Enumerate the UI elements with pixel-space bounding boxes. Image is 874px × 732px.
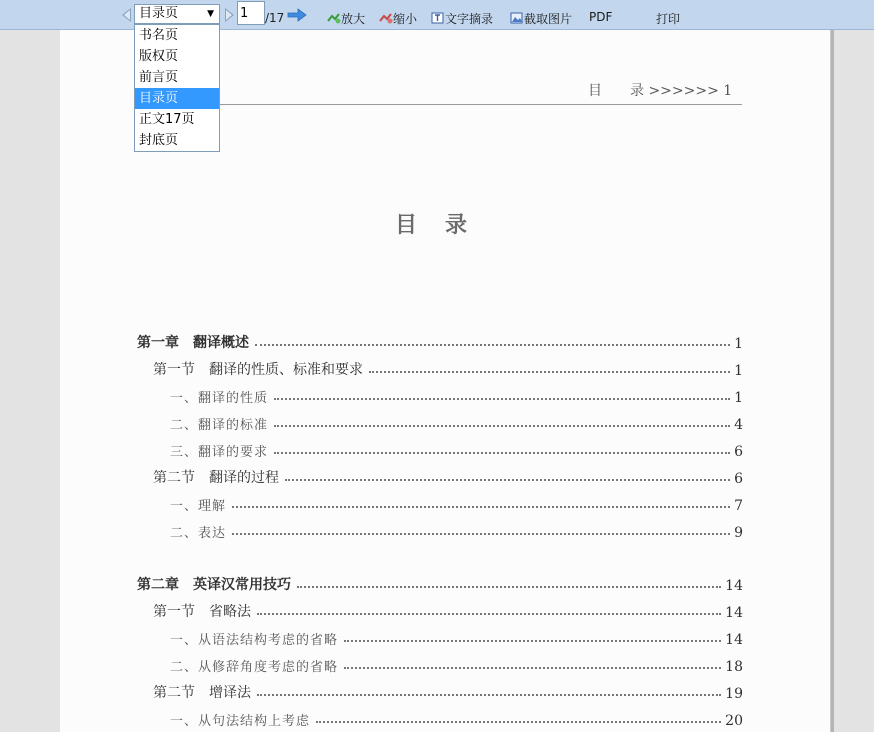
page-select-value: 目录页 bbox=[139, 6, 179, 21]
toc-entry-page: 9 bbox=[734, 525, 743, 541]
toc-entry-label: 一、翻译的性质 bbox=[170, 391, 269, 406]
pdf-button[interactable] bbox=[589, 10, 612, 24]
toc-entry[interactable] bbox=[153, 465, 743, 487]
toc-leader-dots bbox=[255, 344, 730, 346]
toc-entry-label: 三、翻译的要求 bbox=[170, 445, 269, 460]
zoom-in-button[interactable] bbox=[327, 10, 365, 27]
capture-image-label: 截取图片 bbox=[524, 12, 573, 26]
print-label: 打印 bbox=[656, 12, 681, 26]
text-extract-label: 文字摘录 bbox=[445, 12, 494, 26]
toc-entry-page: 6 bbox=[734, 444, 743, 460]
toc-entry[interactable] bbox=[170, 384, 743, 406]
toc-leader-dots bbox=[344, 667, 721, 669]
page-number-input[interactable] bbox=[237, 1, 265, 25]
toc-title: 目录 bbox=[395, 212, 496, 238]
toc-leader-dots bbox=[344, 640, 721, 642]
print-button[interactable] bbox=[656, 10, 680, 27]
page-total: /17 bbox=[265, 11, 285, 25]
page-select-option[interactable]: 目录页 bbox=[135, 88, 219, 109]
zoom-out-label: 缩小 bbox=[393, 12, 418, 26]
toc-entry-label: 第一节 省略法 bbox=[153, 604, 251, 620]
zoom-out-button[interactable] bbox=[379, 10, 417, 27]
chevron-down-icon: ▼ bbox=[207, 9, 214, 19]
reader-toolbar bbox=[0, 0, 874, 30]
toc-entry-page: 14 bbox=[725, 632, 743, 648]
toc-entry-label: 第一章 翻译概述 bbox=[137, 335, 249, 351]
running-head-left: 目 bbox=[588, 83, 602, 99]
toc-entry-label: 第一节 翻译的性质、标准和要求 bbox=[153, 362, 363, 378]
toc-entry[interactable] bbox=[170, 519, 743, 541]
text-extract-icon bbox=[431, 12, 445, 24]
toc-leader-dots bbox=[274, 398, 730, 400]
header-rule bbox=[138, 104, 742, 105]
toc-leader-dots bbox=[257, 694, 721, 696]
toc-leader-dots bbox=[232, 533, 730, 535]
toc-entry-label: 二、从修辞角度考虑的省略 bbox=[170, 660, 339, 675]
toc-entry-label: 第二节 翻译的过程 bbox=[153, 470, 279, 486]
page-select-option[interactable]: 正文17页 bbox=[139, 112, 195, 127]
toc-entry-page: 1 bbox=[734, 363, 743, 379]
toc-entry-label: 一、理解 bbox=[170, 499, 227, 514]
page-select-option[interactable]: 书名页 bbox=[139, 28, 179, 43]
page-select-option[interactable]: 前言页 bbox=[139, 70, 179, 85]
toc-entry-page: 4 bbox=[734, 417, 743, 433]
toc-leader-dots bbox=[316, 721, 721, 723]
toc-entry-label: 二、表达 bbox=[170, 526, 227, 541]
page-select-option[interactable]: 封底页 bbox=[139, 133, 179, 148]
toc-entry-label: 二、翻译的标准 bbox=[170, 418, 269, 433]
zoom-in-icon bbox=[327, 12, 341, 24]
toc-leader-dots bbox=[232, 506, 730, 508]
toc-leader-dots bbox=[274, 425, 730, 427]
toc-entry[interactable] bbox=[137, 572, 743, 594]
toc-entry[interactable] bbox=[170, 653, 743, 675]
running-head-right: 录 >>>>>> 1 bbox=[630, 83, 733, 99]
toc-entry-label: 第二章 英译汉常用技巧 bbox=[137, 577, 291, 593]
toc-entry[interactable] bbox=[170, 492, 743, 514]
toc-leader-dots bbox=[369, 371, 730, 373]
toc-entry[interactable] bbox=[153, 357, 743, 379]
toc-entry-page: 18 bbox=[725, 659, 743, 675]
text-extract-button[interactable] bbox=[431, 10, 493, 27]
capture-image-button[interactable] bbox=[510, 10, 572, 27]
capture-image-icon bbox=[510, 12, 524, 24]
toc-entry[interactable] bbox=[170, 707, 743, 729]
toc-entry-page: 6 bbox=[734, 471, 743, 487]
pdf-label: PDF bbox=[589, 10, 613, 24]
toc-leader-dots bbox=[297, 586, 721, 588]
page-select-dropdown bbox=[134, 24, 220, 152]
toc-entry-page: 20 bbox=[725, 713, 743, 729]
next-page-icon[interactable] bbox=[225, 8, 234, 22]
toc-leader-dots bbox=[257, 613, 721, 615]
prev-page-icon[interactable] bbox=[122, 8, 131, 22]
toc-entry-page: 19 bbox=[725, 686, 743, 702]
toc-entry-page: 1 bbox=[734, 336, 743, 352]
running-head bbox=[588, 80, 732, 100]
toc-entry-label: 第二节 增译法 bbox=[153, 685, 251, 701]
toc-entry[interactable] bbox=[137, 330, 743, 352]
toc-leader-dots bbox=[274, 452, 730, 454]
page-select[interactable] bbox=[134, 4, 220, 24]
toc-entry[interactable] bbox=[170, 411, 743, 433]
zoom-out-icon bbox=[379, 12, 393, 24]
toc-entry-page: 1 bbox=[734, 390, 743, 406]
toc-entry-label: 一、从句法结构上考虑 bbox=[170, 714, 311, 729]
page-select-option[interactable]: 版权页 bbox=[139, 49, 179, 64]
toc-entry-label: 一、从语法结构考虑的省略 bbox=[170, 633, 339, 648]
go-arrow-icon[interactable] bbox=[287, 8, 307, 22]
zoom-in-label: 放大 bbox=[341, 12, 366, 26]
toc-entry-page: 14 bbox=[725, 605, 743, 621]
page-edge-divider bbox=[831, 30, 834, 732]
toc-entry[interactable] bbox=[170, 626, 743, 648]
toc-entry-page: 7 bbox=[734, 498, 743, 514]
toc-entry[interactable] bbox=[170, 438, 743, 460]
toc-entry[interactable] bbox=[153, 680, 743, 702]
toc-entry-page: 14 bbox=[725, 578, 743, 594]
toc-entry[interactable] bbox=[153, 599, 743, 621]
toc-leader-dots bbox=[285, 479, 730, 481]
